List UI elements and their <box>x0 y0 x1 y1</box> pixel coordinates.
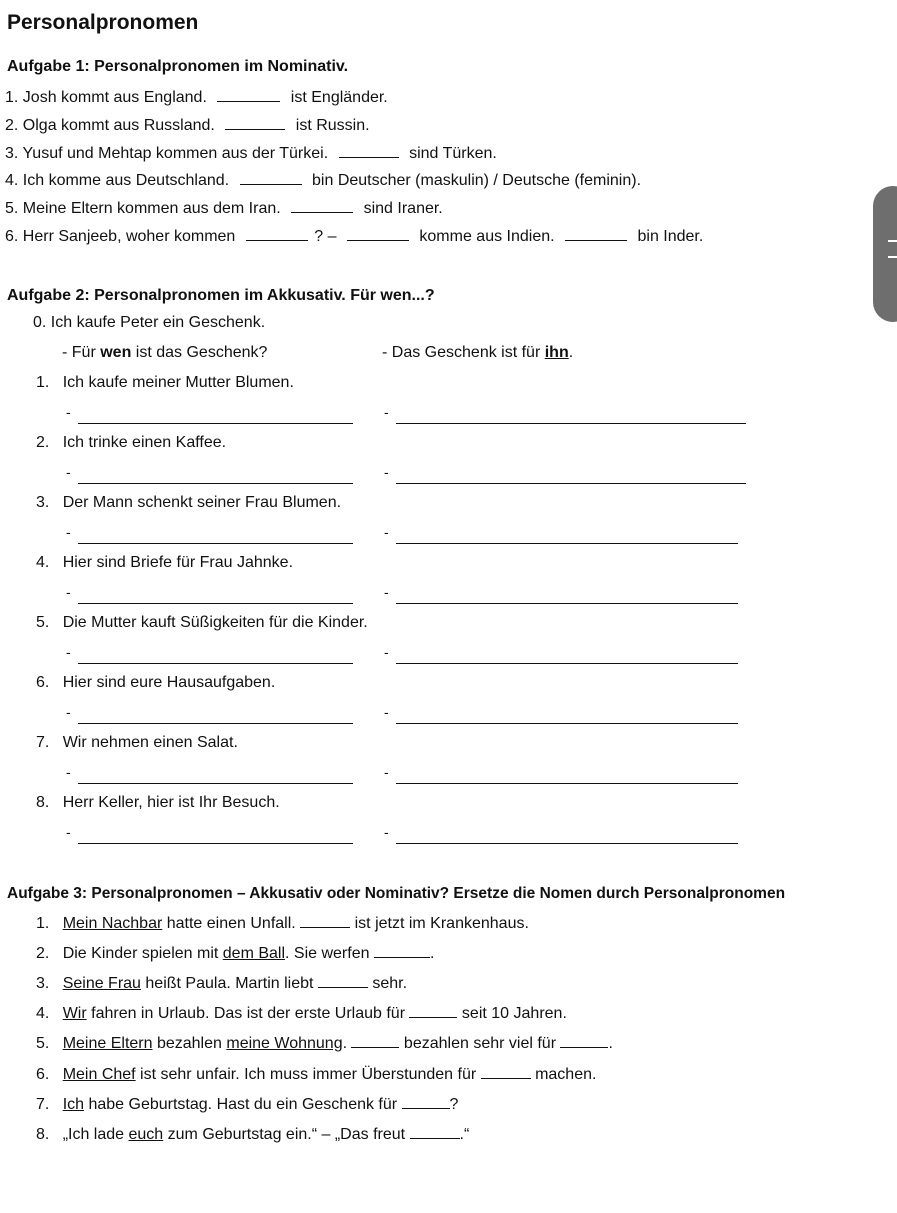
a2-example: 0. Ich kaufe Peter ein Geschenk. <box>33 314 266 331</box>
answer-line-answer[interactable] <box>396 423 746 424</box>
answer-line-question[interactable] <box>78 423 353 424</box>
a1-line-3-text: 3. Yusuf und Mehtap kommen aus der Türkei. <box>5 145 329 162</box>
a2-item-7 <box>36 734 238 752</box>
blank[interactable] <box>225 117 285 130</box>
blank[interactable] <box>351 1035 399 1048</box>
a2-item-text: Die Mutter kauft Süßigkeiten für die Kinder. <box>62 614 368 631</box>
a3-item-8 <box>36 1126 469 1144</box>
blank[interactable] <box>291 200 353 213</box>
answer-line-answer[interactable] <box>396 603 738 604</box>
a3-text: heißt Paula. Martin liebt <box>140 975 318 992</box>
a3-text: habe Geburtstag. Hast du ein Geschenk für <box>84 1096 402 1113</box>
dash: - <box>384 644 389 660</box>
dash: - <box>66 764 71 780</box>
answer-line-answer[interactable] <box>396 543 738 544</box>
a3-text: Die Kinder spielen mit <box>62 945 223 962</box>
a2-item-5 <box>36 614 368 632</box>
a2-item-text: Hier sind Briefe für Frau Jahnke. <box>62 554 294 571</box>
dash: - <box>384 404 389 420</box>
a1-line-1-rest: ist Engländer. <box>290 89 388 106</box>
a1-line-2 <box>5 117 370 135</box>
a1-line-6-sep: ? – <box>314 228 337 245</box>
a2-item-num: 2. <box>36 434 50 451</box>
a3-item-1 <box>36 915 529 933</box>
a3-item-3 <box>36 975 407 993</box>
blank[interactable] <box>339 145 399 158</box>
a3-text: bezahlen sehr viel für <box>399 1035 561 1052</box>
blank[interactable] <box>410 1126 460 1139</box>
a2-item-num: 7. <box>36 734 50 751</box>
a3-item-num: 1. <box>36 915 50 932</box>
a3-text: machen. <box>530 1066 597 1083</box>
a1-line-6-mid: komme aus Indien. <box>419 228 555 245</box>
a2-item-text: Ich trinke einen Kaffee. <box>62 434 227 451</box>
a3-text: hatte einen Unfall. <box>162 915 301 932</box>
blank[interactable] <box>240 172 302 185</box>
a2-example-question-pre: - Für <box>62 344 101 361</box>
a2-item-num: 4. <box>36 554 50 571</box>
answer-line-question[interactable] <box>78 663 353 664</box>
blank[interactable] <box>246 228 308 241</box>
a2-example-question-emph: wen <box>100 344 132 361</box>
answer-line-question[interactable] <box>78 603 353 604</box>
answer-line-question[interactable] <box>78 783 353 784</box>
a3-text: ? <box>449 1096 459 1113</box>
dash: - <box>384 824 389 840</box>
dash: - <box>66 524 71 540</box>
a1-line-5-text: 5. Meine Eltern kommen aus dem Iran. <box>5 200 281 217</box>
a3-underlined-noun: Wir <box>62 1005 87 1022</box>
blank[interactable] <box>217 89 280 102</box>
a1-line-6 <box>5 228 703 246</box>
a3-underlined-noun: Meine Eltern <box>62 1035 153 1052</box>
a2-item-num: 8. <box>36 794 50 811</box>
a3-text: .“ <box>459 1126 470 1143</box>
a1-line-4-text: 4. Ich komme aus Deutschland. <box>5 172 230 189</box>
a3-text: . <box>429 945 435 962</box>
a1-line-2-text: 2. Olga kommt aus Russland. <box>5 117 215 134</box>
blank[interactable] <box>409 1005 457 1018</box>
dash: - <box>66 584 71 600</box>
blank[interactable] <box>347 228 409 241</box>
dash: - <box>384 464 389 480</box>
a2-item-3 <box>36 494 341 512</box>
a1-line-4-rest: bin Deutscher (maskulin) / Deutsche (feminin). <box>312 172 642 189</box>
a3-item-2 <box>36 945 434 963</box>
a1-line-6-rest: bin Inder. <box>637 228 704 245</box>
a3-underlined-noun: meine Wohnung <box>226 1035 343 1052</box>
a3-underlined-noun: Mein Nachbar <box>62 915 163 932</box>
a3-underlined-noun: Seine Frau <box>62 975 141 992</box>
a3-text: „Ich lade <box>62 1126 129 1143</box>
blank[interactable] <box>318 975 368 988</box>
answer-line-question[interactable] <box>78 723 353 724</box>
a3-text: . <box>342 1035 352 1052</box>
a3-item-4 <box>36 1005 567 1023</box>
a3-underlined-noun: euch <box>128 1126 164 1143</box>
a3-text: ist jetzt im Krankenhaus. <box>350 915 529 932</box>
aufgabe-2-heading: Aufgabe 2: Personalpronomen im Akkusativ. Für wen...? <box>7 287 435 304</box>
a2-item-num: 5. <box>36 614 50 631</box>
a3-underlined-noun: Ich <box>62 1096 85 1113</box>
a2-item-text: Hier sind eure Hausaufgaben. <box>62 674 276 691</box>
a1-line-1 <box>5 89 388 107</box>
a2-item-1 <box>36 374 294 392</box>
a3-item-num: 5. <box>36 1035 50 1052</box>
aufgabe-1-heading: Aufgabe 1: Personalpronomen im Nominativ. <box>7 58 349 75</box>
a3-item-7 <box>36 1096 458 1114</box>
a2-example-question <box>62 344 267 362</box>
a1-line-6-text: 6. Herr Sanjeeb, woher kommen <box>5 228 236 245</box>
dash: - <box>384 584 389 600</box>
dash: - <box>66 404 71 420</box>
a3-item-num: 2. <box>36 945 50 962</box>
answer-line-question[interactable] <box>78 843 353 844</box>
a2-item-num: 1. <box>36 374 50 391</box>
a1-line-2-rest: ist Russin. <box>295 117 370 134</box>
a3-text: fahren in Urlaub. Das ist der erste Urlaub für <box>86 1005 410 1022</box>
a1-line-3-rest: sind Türken. <box>409 145 497 162</box>
answer-line-answer[interactable] <box>396 723 738 724</box>
a1-line-3 <box>5 145 497 163</box>
dash: - <box>66 464 71 480</box>
a3-text: ist sehr unfair. Ich muss immer Überstunden für <box>135 1066 481 1083</box>
a3-text: seit 10 Jahren. <box>457 1005 567 1022</box>
dash: - <box>384 764 389 780</box>
answer-line-question[interactable] <box>78 543 353 544</box>
blank[interactable] <box>560 1035 608 1048</box>
a2-example-answer-pre: - Das Geschenk ist für <box>382 344 545 361</box>
a3-item-num: 6. <box>36 1066 50 1083</box>
a3-item-5 <box>36 1035 613 1053</box>
a3-item-num: 7. <box>36 1096 50 1113</box>
blank[interactable] <box>481 1066 531 1079</box>
a3-text: . <box>608 1035 613 1052</box>
page-title: Personalpronomen <box>7 11 199 34</box>
blank[interactable] <box>402 1096 450 1109</box>
a2-item-text: Wir nehmen einen Salat. <box>62 734 238 751</box>
answer-line-answer[interactable] <box>396 663 738 664</box>
a2-item-6 <box>36 674 275 692</box>
a3-text: bezahlen <box>152 1035 227 1052</box>
a2-item-text: Herr Keller, hier ist Ihr Besuch. <box>62 794 280 811</box>
side-panel-handle[interactable] <box>873 186 897 322</box>
answer-line-question[interactable] <box>78 483 353 484</box>
a2-item-text: Ich kaufe meiner Mutter Blumen. <box>62 374 294 391</box>
a2-item-text: Der Mann schenkt seiner Frau Blumen. <box>62 494 342 511</box>
a1-line-4 <box>5 172 641 190</box>
a3-item-num: 3. <box>36 975 50 992</box>
blank[interactable] <box>374 945 430 958</box>
a2-item-8 <box>36 794 280 812</box>
a2-item-num: 3. <box>36 494 50 511</box>
answer-line-answer[interactable] <box>396 483 746 484</box>
a3-item-num: 8. <box>36 1126 50 1143</box>
a1-line-5 <box>5 200 443 218</box>
dash: - <box>66 644 71 660</box>
a1-line-5-rest: sind Iraner. <box>363 200 443 217</box>
a3-item-num: 4. <box>36 1005 50 1022</box>
a2-example-question-post: ist das Geschenk? <box>131 344 268 361</box>
a2-example-answer <box>382 344 573 362</box>
a3-item-6 <box>36 1066 596 1084</box>
aufgabe-3-heading: Aufgabe 3: Personalpronomen – Akkusativ oder Nominativ? Ersetze die Nomen durch Personalpronomen <box>7 885 786 902</box>
a2-item-2 <box>36 434 226 452</box>
answer-line-answer[interactable] <box>396 783 738 784</box>
blank[interactable] <box>300 915 350 928</box>
a3-text: zum Geburtstag ein.“ – „Das freut <box>163 1126 410 1143</box>
a2-item-num: 6. <box>36 674 50 691</box>
a2-example-answer-emph: ihn <box>544 344 569 361</box>
answer-line-answer[interactable] <box>396 843 738 844</box>
a2-item-4 <box>36 554 293 572</box>
a3-text: sehr. <box>367 975 408 992</box>
blank[interactable] <box>565 228 627 241</box>
a2-example-answer-post: . <box>568 344 574 361</box>
dash: - <box>66 704 71 720</box>
a1-line-1-text: 1. Josh kommt aus England. <box>5 89 207 106</box>
handle-grip-icon <box>888 240 897 242</box>
dash: - <box>384 704 389 720</box>
dash: - <box>384 524 389 540</box>
handle-grip-icon <box>888 256 897 258</box>
a3-underlined-noun: dem Ball <box>222 945 286 962</box>
dash: - <box>66 824 71 840</box>
a3-text: . Sie werfen <box>285 945 374 962</box>
a3-underlined-noun: Mein Chef <box>62 1066 136 1083</box>
